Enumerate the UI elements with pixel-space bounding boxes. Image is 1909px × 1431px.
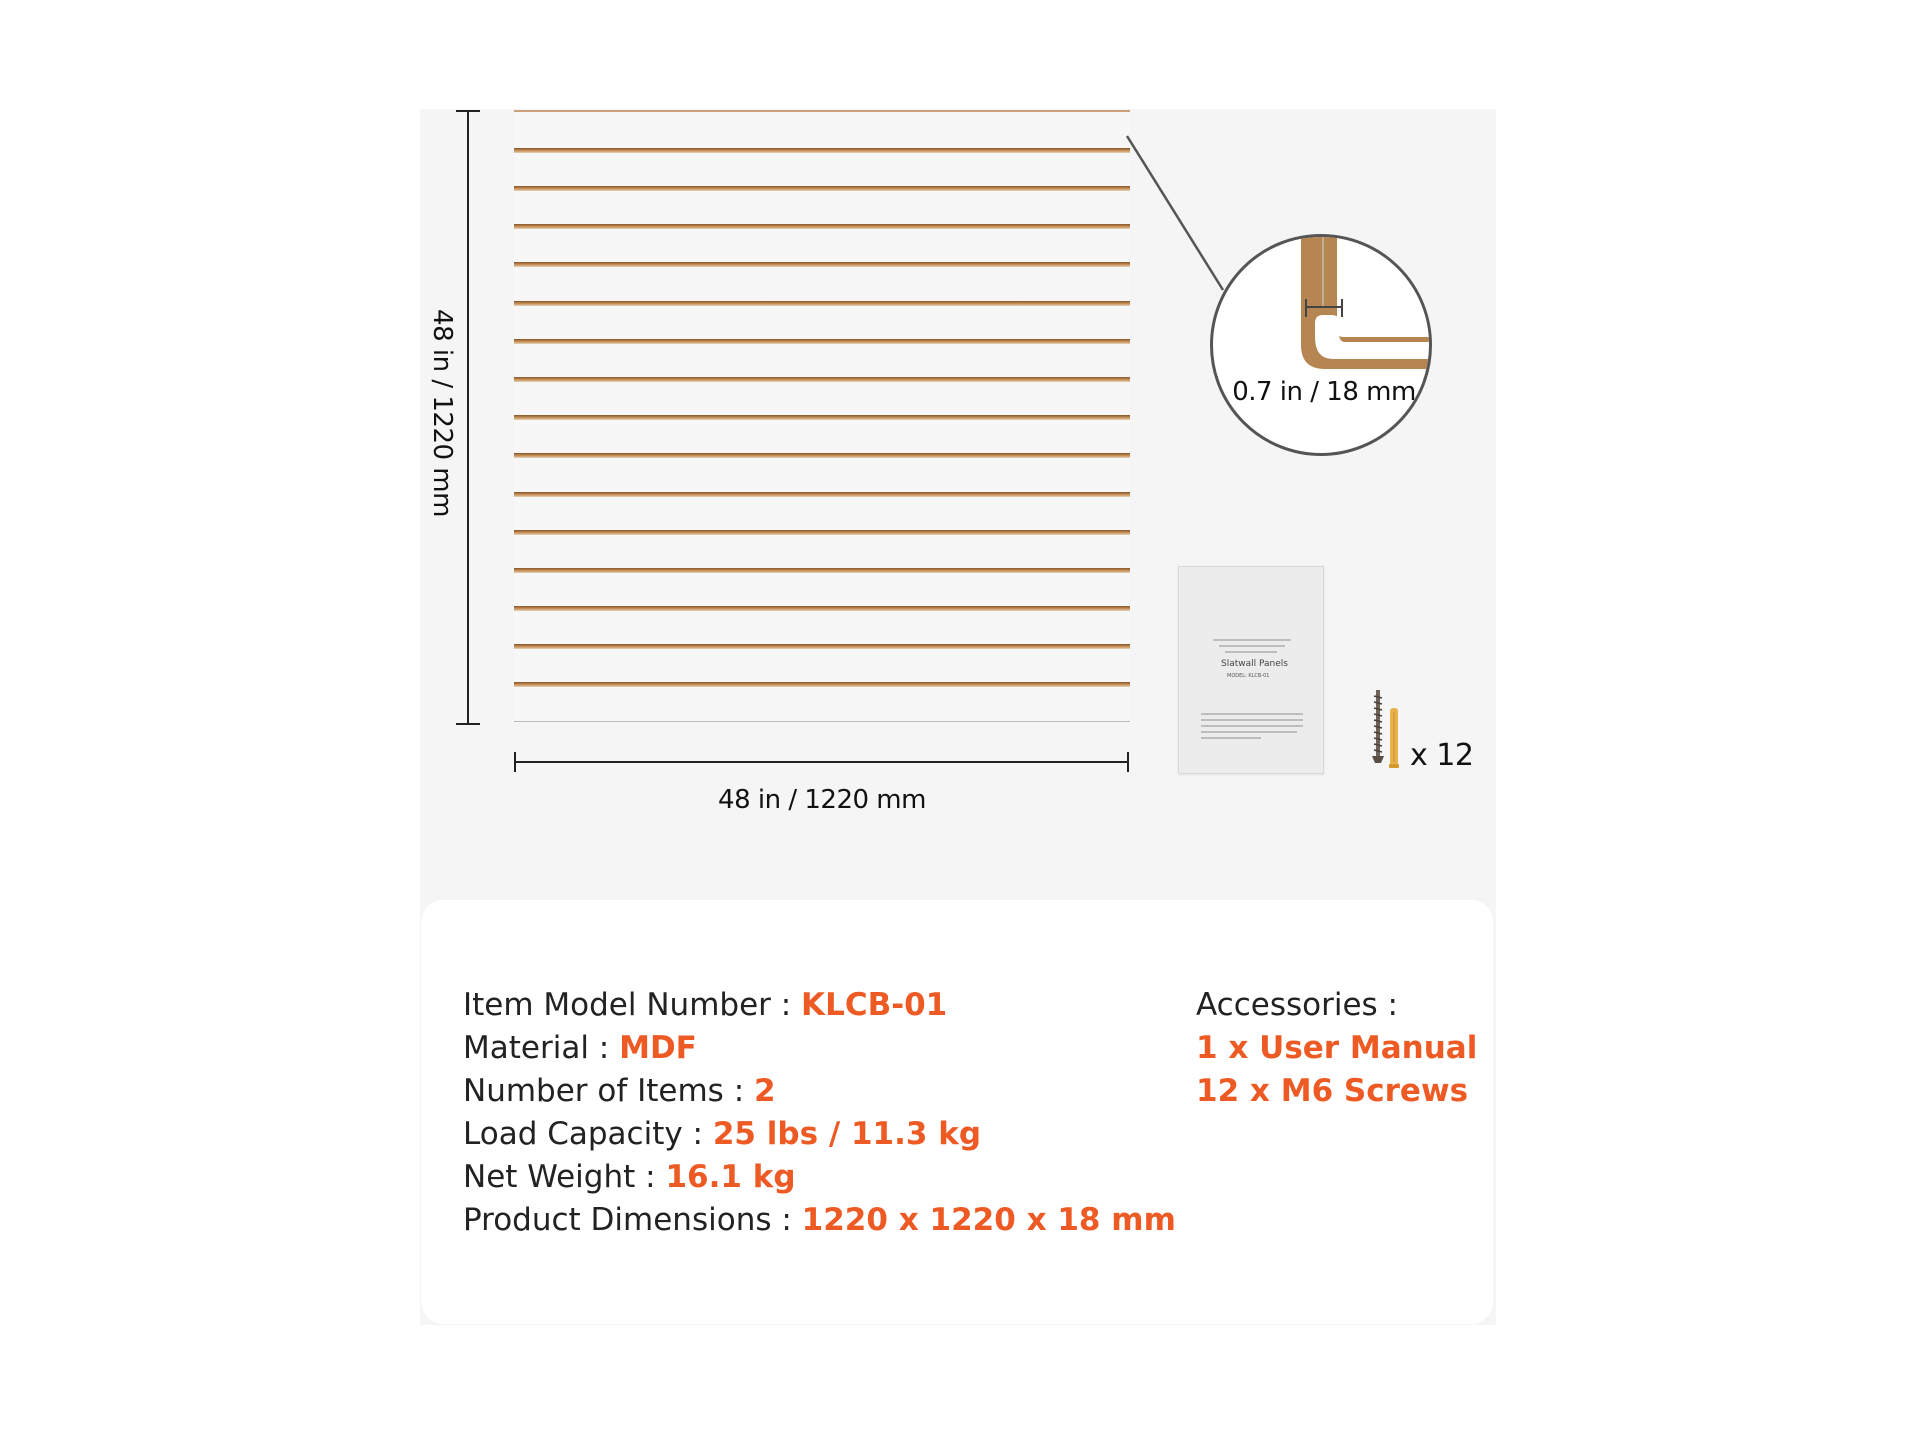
spec-row-load: Load Capacity : 25 lbs / 11.3 kg: [463, 1116, 982, 1152]
groove-profile: [1213, 237, 1432, 456]
screw-and-anchor-icon: [1366, 688, 1406, 770]
user-manual: [1178, 566, 1324, 774]
accessory-item: 12 x M6 Screws: [1196, 1073, 1469, 1109]
accessory-item: 1 x User Manual: [1196, 1030, 1478, 1066]
manual-title: Slatwall Panels: [1221, 659, 1288, 669]
manual-model: MODEL: KLCB-01: [1227, 673, 1270, 679]
accessories-heading: Accessories :: [1196, 987, 1398, 1023]
width-label: 48 in / 1220 mm: [718, 785, 926, 815]
spec-row-material: Material : MDF: [463, 1030, 697, 1066]
spec-row-weight: Net Weight : 16.1 kg: [463, 1159, 796, 1195]
spec-row-model: Item Model Number : KLCB-01: [463, 987, 948, 1023]
spec-list: [463, 984, 1176, 1242]
height-label: 48 in / 1220 mm: [427, 309, 457, 517]
groove-depth-label: 0.7 in / 18 mm: [1232, 377, 1416, 407]
accessories-list: [1196, 984, 1477, 1113]
spec-row-dimensions: Product Dimensions : 1220 x 1220 x 18 mm: [463, 1202, 1176, 1238]
groove-detail-callout: [1210, 234, 1432, 456]
spec-row-items: Number of Items : 2: [463, 1073, 776, 1109]
screw-count-label: x 12: [1410, 738, 1474, 773]
specifications-panel: [421, 900, 1493, 1324]
